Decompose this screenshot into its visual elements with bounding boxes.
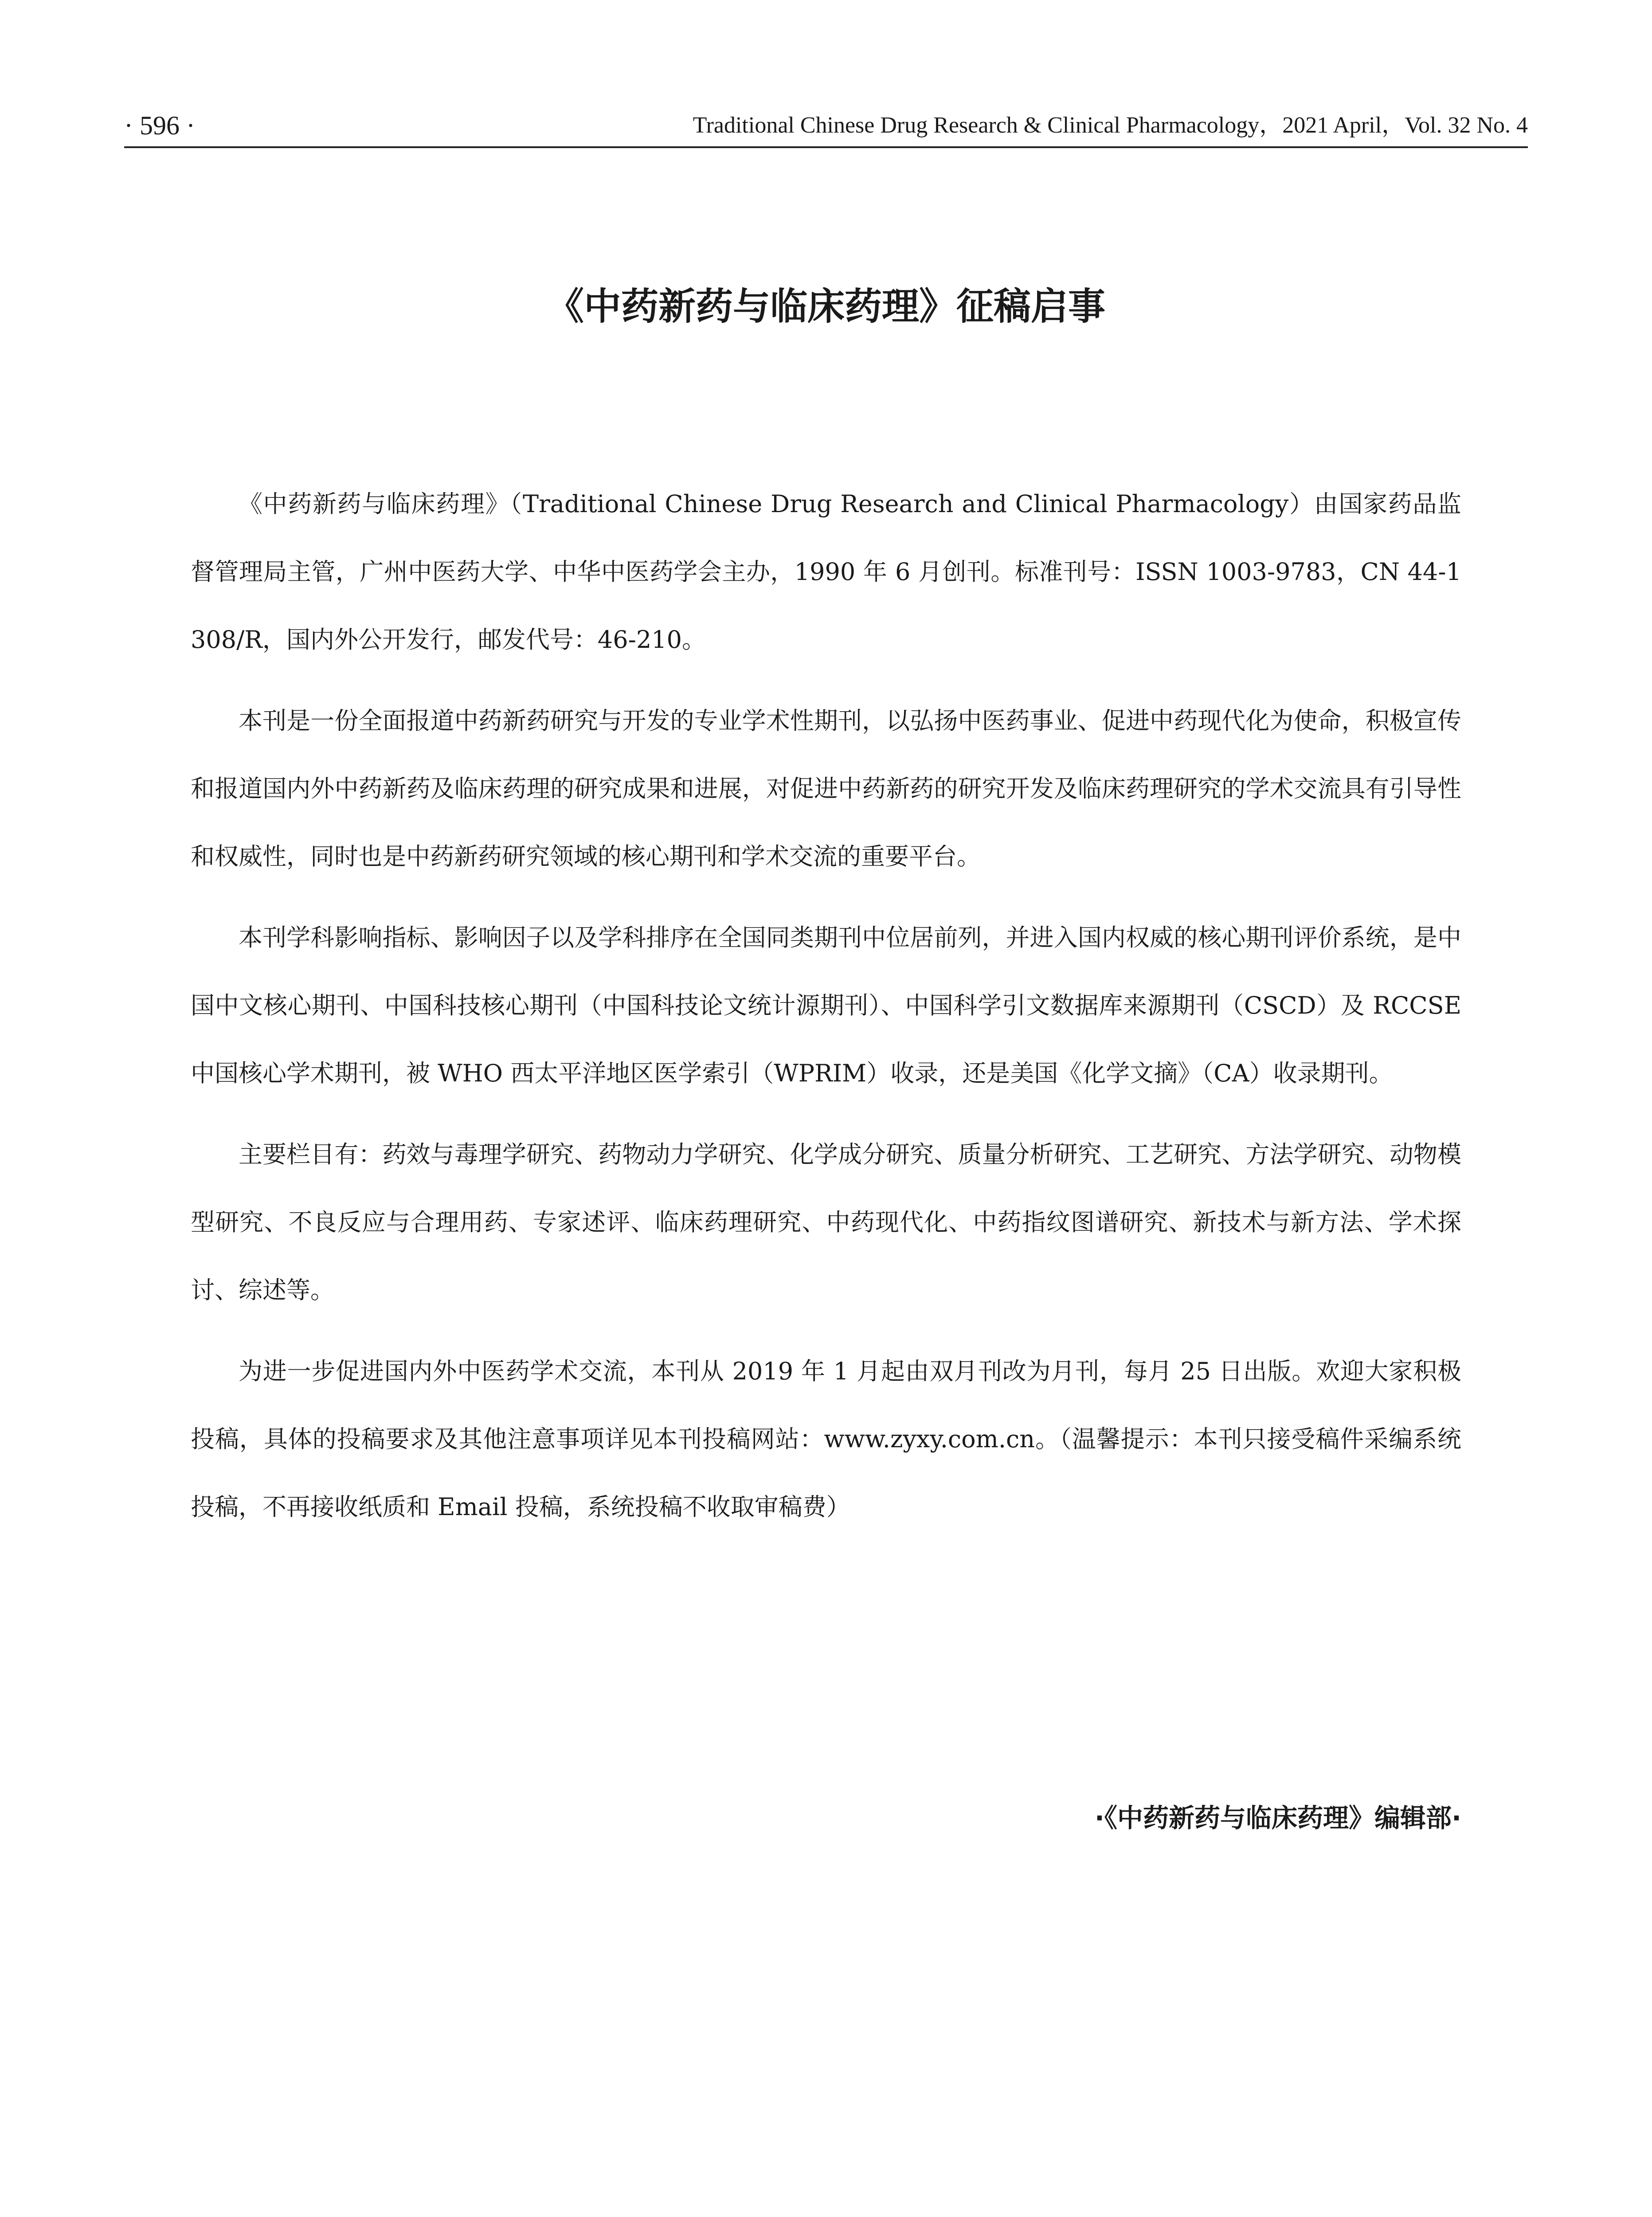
editorial-office-signature: ·《中药新药与临床药理》编辑部· <box>1094 1803 1461 1833</box>
page-number: · 596 · <box>124 111 195 140</box>
paragraph-journal-intro: 《中药新药与临床药理》（Traditional Chinese Drug Research and Clinical Pharmacology）由国家药品监督管理局主管，广州中医药大学、中华中医药学会主办，1990 年 6 月创刊。标准刊号：ISSN 1003-9783，CN 44-1308/R，国内外公开发行，邮发代号：46-210。 <box>191 490 1461 654</box>
paragraph-journal-columns: 主要栏目有：药效与毒理学研究、药物动力学研究、化学成分研究、质量分析研究、工艺研究、方法学研究、动物模型研究、不良反应与合理用药、专家述评、临床药理研究、中药现代化、中药指纹图谱研究、新技术与新方法、学术探讨、综述等。 <box>191 1140 1461 1304</box>
paragraph-journal-indexing: 本刊学科影响指标、影响因子以及学科排序在全国同类期刊中位居前列，并进入国内权威的核心期刊评价系统，是中国中文核心期刊、中国科技核心期刊（中国科技论文统计源期刊）、中国科学引文数据库来源期刊（CSCD）及 RCCSE 中国核心学术期刊，被 WHO 西太平洋地区医学索引（WPRIM）收录，还是美国《化学文摘》（CA）收录期刊。 <box>191 924 1461 1087</box>
notice-body <box>191 470 1461 1554</box>
running-header <box>124 106 1528 148</box>
paragraph-submission-info: 为进一步促进国内外中医药学术交流，本刊从 2019 年 1 月起由双月刊改为月刊，每月 25 日出版。欢迎大家积极投稿，具体的投稿要求及其他注意事项详见本刊投稿网站：www.zyxy.com.cn。（温馨提示：本刊只接受稿件采编系统投稿，不再接收纸质和 Email 投稿，系统投稿不收取审稿费） <box>191 1357 1461 1521</box>
notice-title: 《中药新药与临床药理》征稿启事 <box>546 285 1105 329</box>
paragraph-journal-mission: 本刊是一份全面报道中药新药研究与开发的专业学术性期刊，以弘扬中医药事业、促进中药现代化为使命，积极宣传和报道国内外中药新药及临床药理的研究成果和进展，对促进中药新药的研究开发及临床药理研究的学术交流具有引导性和权威性，同时也是中药新药研究领域的核心期刊和学术交流的重要平台。 <box>191 707 1461 870</box>
journal-citation-line: Traditional Chinese Drug Research & Clinical Pharmacology，2021 April，Vol. 32 No. 4 <box>693 113 1528 138</box>
